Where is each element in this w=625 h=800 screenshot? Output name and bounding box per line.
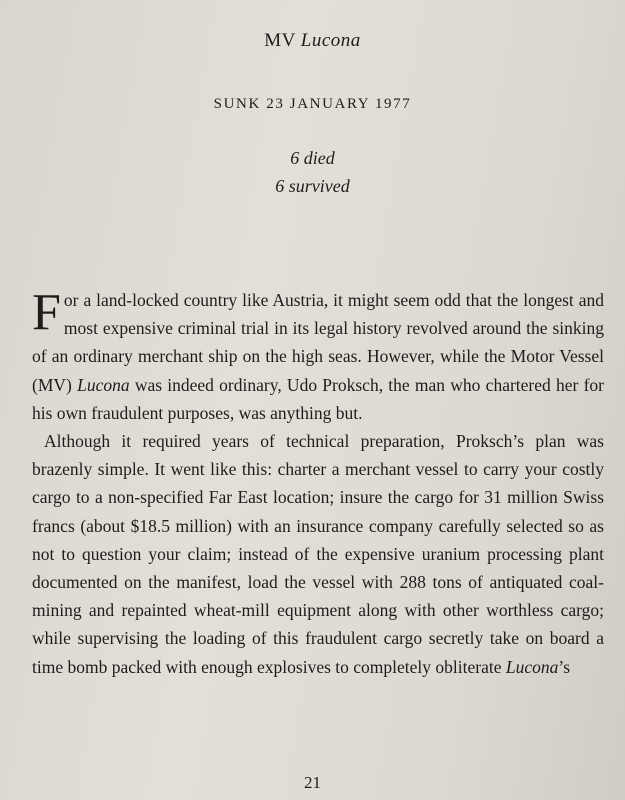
sinking-date: SUNK 23 JANUARY 1977	[213, 96, 412, 112]
paragraph-1-ship-name: Lucona	[77, 374, 130, 395]
survived-count: 6 survived	[275, 176, 350, 196]
paragraph-2-text-b: ’s	[558, 656, 571, 677]
title-ship-name: Lucona	[300, 30, 361, 51]
casualty-stats	[0, 144, 625, 200]
body-text	[32, 286, 604, 681]
drop-cap: F	[32, 284, 61, 341]
paragraph-2-ship-name: Lucona	[505, 656, 559, 677]
chapter-title	[0, 30, 625, 52]
paragraph-1-text-b: was indeed ordinary, Udo Proksch, the man who chartered her for his own fraudulent purposes, was anything but.	[32, 374, 604, 423]
paragraph-2-text-a: Although it required years of technical preparation, Proksch’s plan was brazenly simple. It went like this: charter a merchant vessel to carry your costly cargo to a non-specified Far East location; insure the cargo for 31 million Swiss francs (about $18.5 million) with an insurance company carefully selected so as not to question your claim; instead of the expensive uranium processing plant documented on the manifest, load the vessel with 288 tons of antiquated coal-mining and repainted wheat-mill equipment along with other worthless cargo; while supervising the loading of this fraudulent cargo secretly take on board a time bomb packed with enough explosives to completely obliterate	[32, 431, 604, 677]
paragraph-2	[32, 427, 604, 681]
paragraph-1	[32, 286, 604, 427]
died-count: 6 died	[290, 148, 335, 168]
page-number: 21	[304, 773, 321, 792]
title-prefix: MV	[264, 30, 301, 51]
paragraph-1-text-a: or a land-locked country like Austria, it might seem odd that the longest and most expensive criminal trial in its legal history revolved around the sinking of an ordinary merchant ship on the high seas. However, while the Motor Vessel (MV)	[32, 290, 604, 395]
